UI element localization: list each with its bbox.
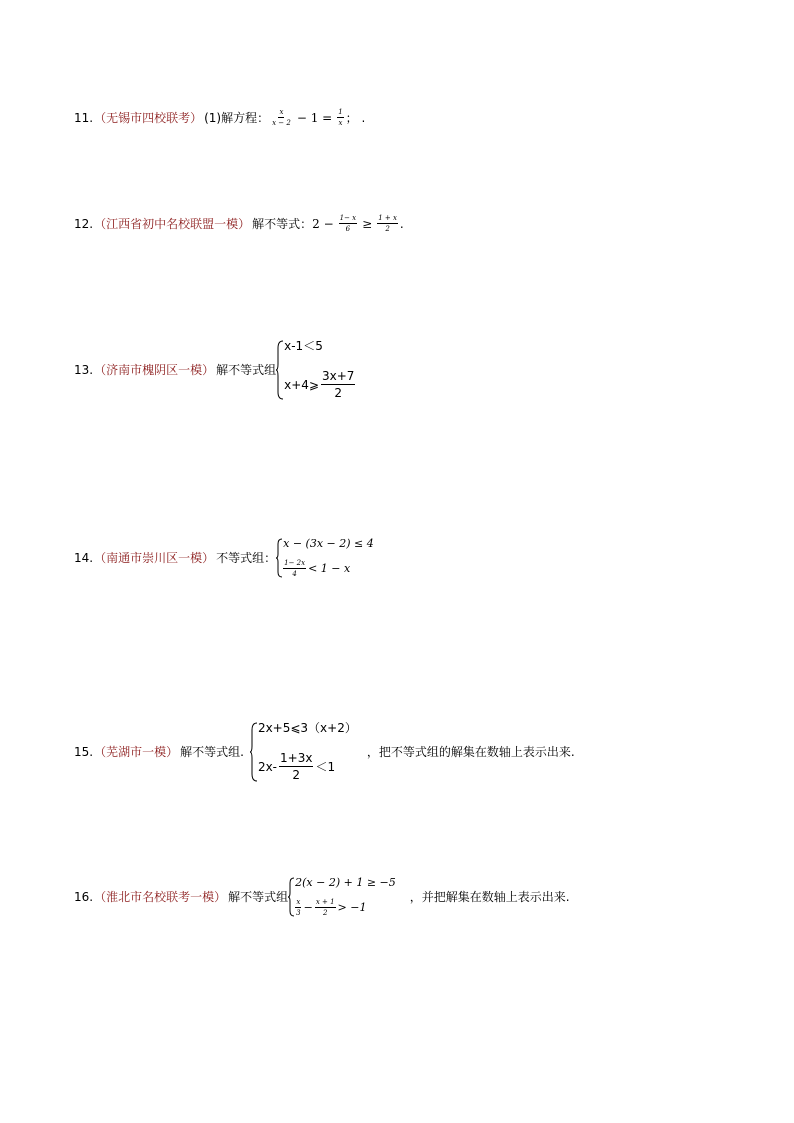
fraction: [279, 751, 313, 782]
numerator: 1: [338, 108, 343, 116]
system-row-1: x − (3x − 2) ≤ 4: [283, 537, 374, 550]
problem-source: （芜湖市一模）: [94, 745, 179, 759]
denominator: x: [338, 119, 343, 127]
problem-14: [74, 538, 374, 578]
denominator: 2: [334, 386, 343, 400]
numerator: 1 + x: [378, 214, 397, 222]
system-rows: [284, 340, 357, 400]
fraction: [339, 214, 358, 233]
problem-15: [74, 722, 575, 782]
denominator: 2: [385, 225, 390, 233]
problem-11: [74, 108, 365, 127]
denominator: x − 2: [272, 119, 291, 127]
problem-source: （江西省初中名校联盟一模）: [94, 216, 251, 231]
problem-12: [74, 214, 404, 233]
numerator: 1− x: [339, 214, 357, 222]
system-row-2: [258, 751, 357, 782]
problem-tail: ； .: [345, 110, 366, 125]
problem-prompt: 解不等式：: [252, 216, 313, 231]
numerator: 3x+7: [321, 369, 355, 383]
operator: ≥: [362, 216, 373, 231]
lead-term: 2 −: [312, 216, 334, 231]
left-brace-icon: [288, 877, 295, 917]
denominator: 3: [296, 909, 301, 917]
problem-prompt: (1)解方程：: [204, 110, 270, 125]
fraction: [337, 108, 343, 127]
problem-prompt: 不等式组：: [216, 551, 277, 565]
fraction: [315, 898, 336, 917]
operator: −: [303, 901, 313, 914]
problem-tail: .: [399, 216, 404, 231]
denominator: 2: [292, 768, 301, 782]
system-row-1: 2(x − 2) + 1 ≥ −5: [295, 876, 396, 889]
problem-prompt: 解不等式组: [216, 363, 277, 377]
denominator: 4: [292, 570, 297, 578]
problem-tail: ，把不等式组的解集在数轴上表示出来.: [366, 745, 575, 759]
row-tail: < 1 − x: [308, 562, 351, 575]
problem-number: 13.: [74, 363, 94, 377]
inequality: [312, 214, 400, 233]
problem-source: （南通市崇川区一模）: [94, 551, 215, 565]
problem-source: （无锡市四校联考）: [94, 110, 203, 125]
fraction: [295, 898, 301, 917]
inequality-system: [288, 877, 396, 917]
inequality-system: [276, 538, 374, 578]
problem-prompt: 解不等式组: [228, 890, 289, 904]
fraction: [377, 214, 398, 233]
numerator: x: [279, 108, 284, 116]
left-brace-icon: [250, 722, 258, 782]
problem-number: 12.: [74, 216, 94, 231]
problem-number: 16.: [74, 890, 94, 904]
problem-source: （淮北市名校联考一模）: [94, 890, 227, 904]
denominator: 6: [345, 225, 351, 233]
problem-16: [74, 877, 570, 917]
left-brace-icon: [276, 538, 283, 578]
row-tail: > −1: [337, 901, 367, 914]
system-row-1: 2x+5⩽3（x+2）: [257, 721, 357, 735]
fraction: [321, 369, 355, 400]
system-row-2: [283, 559, 374, 578]
problem-13: [74, 340, 357, 400]
system-row-2: [284, 369, 357, 400]
inequality-system: [250, 722, 357, 782]
row-tail: ＜1: [315, 759, 336, 774]
numerator: 1+3x: [280, 751, 313, 765]
problem-number: 14.: [74, 551, 94, 565]
equation: [269, 108, 346, 127]
row-lead: 2x-: [257, 759, 278, 774]
left-brace-icon: [276, 340, 284, 400]
fraction: [271, 108, 292, 127]
fraction: [283, 559, 306, 578]
denominator: 2: [322, 909, 328, 917]
system-rows: [283, 538, 374, 578]
numerator: x: [296, 898, 301, 906]
system-row-1: x-1＜5: [284, 339, 323, 353]
operator: − 1 =: [296, 110, 333, 125]
problem-source: （济南市槐阴区一模）: [94, 363, 215, 377]
system-row-2: [295, 898, 396, 917]
system-rows: [295, 877, 396, 917]
problem-number: 15.: [74, 745, 94, 759]
system-rows: [258, 722, 357, 782]
inequality-system: [276, 340, 357, 400]
numerator: x + 1: [315, 898, 335, 906]
problem-tail: ，并把解集在数轴上表示出来.: [409, 890, 570, 904]
problem-number: 11.: [74, 110, 94, 125]
problem-prompt: 解不等式组.: [180, 745, 244, 759]
row-lead: x+4⩾: [284, 377, 319, 392]
numerator: 1− 2x: [284, 559, 306, 567]
